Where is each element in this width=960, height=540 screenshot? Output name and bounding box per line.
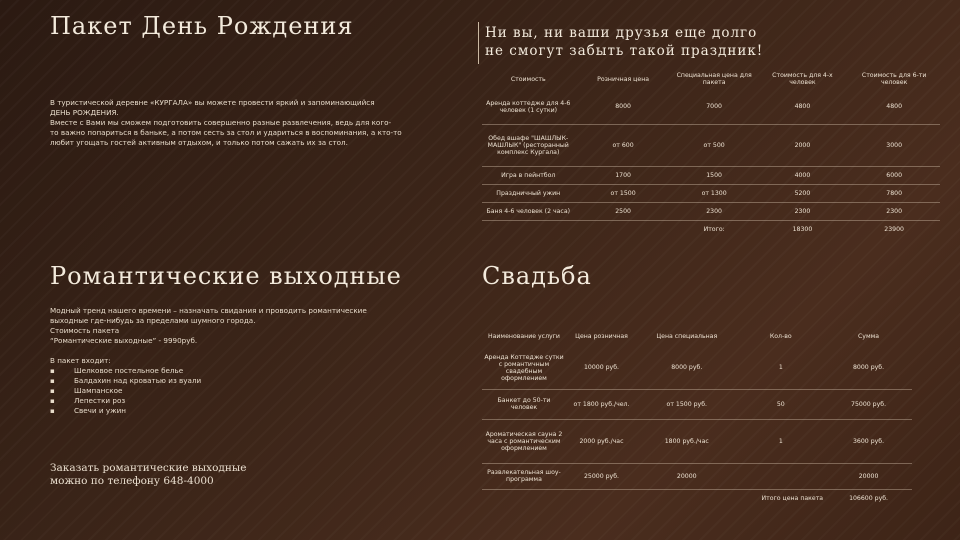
special-price-cell: 1500 [672,166,757,184]
service-cell: Ароматическая сауна 2 часа с романтическим оформлением [482,419,566,463]
included-block [50,356,445,416]
service-cell: Обед вшафе "ШАШЛЫК-МАШЛЫК" (ресторанный комплекс Кургала) [482,124,575,166]
retail-price-cell: 8000 [575,90,672,124]
order-line-1: Заказать романтические выходные [50,462,247,474]
retail-price-cell: 10000 руб. [566,347,637,389]
wedding-title: Свадьба [482,262,592,290]
price-4-cell: 4800 [757,90,849,124]
special-price-cell: 2300 [672,202,757,220]
list-item: ▪ Шампанское [50,386,445,396]
retail-price-cell: от 600 [575,124,672,166]
col-header: Специальная цена для пакета [676,72,752,86]
price-4-cell: 5200 [757,184,849,202]
special-price-cell: от 1500 руб. [637,389,736,419]
retail-price-cell: 1700 [575,166,672,184]
price-6-cell: 6000 [848,166,940,184]
col-header: Наименование услуги [487,332,560,340]
total-label: Итого: [703,225,725,233]
tagline-line-1: Ни вы, ни ваши друзья еще долго [485,25,758,41]
romantic-title: Романтические выходные [50,262,402,290]
total-label: Итого цена пакета [761,494,824,502]
quantity-cell: 50 [736,389,825,419]
romantic-line: “Романтические выходные” - 9990руб. [50,336,198,345]
special-price-cell: от 1300 [672,184,757,202]
service-cell: Праздничный ужин [482,184,575,202]
total-value: 106600 руб. [849,494,889,502]
total-row [482,489,912,507]
col-header: Розничная цена [597,75,650,83]
table-row [482,419,912,463]
price-4-cell: 2000 [757,124,849,166]
total-4: 18300 [792,225,813,233]
sum-cell: 75000 руб. [825,389,912,419]
tagline-divider [478,22,479,64]
romantic-line: Модный тренд нашего времени – назначать свидания и проводить романтические [50,306,367,315]
price-6-cell: 7800 [848,184,940,202]
price-6-cell: 2300 [848,202,940,220]
table-header-row [482,68,940,90]
romantic-line: Стоимость пакета [50,326,120,335]
desc-line: ДЕНЬ РОЖДЕНИЯ. [50,108,119,117]
order-info [50,462,300,488]
desc-line: то важно попариться в баньке, а потом сесть за стол и удариться в воспоминания, а кто-то [50,128,402,137]
service-cell: Игра в пейнтбол [482,166,575,184]
col-header: Сумма [857,332,880,340]
table-row [482,202,940,220]
total-row [482,220,940,238]
table-row [482,389,912,419]
list-item: ▪ Шелковое постельное белье [50,366,445,376]
list-item: ▪ Балдахин над кроватью из вуали [50,376,445,386]
price-4-cell: 4000 [757,166,849,184]
table-row [482,90,940,124]
price-4-cell: 2300 [757,202,849,220]
col-header: Стоимость [510,75,546,83]
retail-price-cell: 2500 [575,202,672,220]
sum-cell: 3600 руб. [825,419,912,463]
special-price-cell: 8000 руб. [637,347,736,389]
list-item: ▪ Лепестки роз [50,396,445,406]
service-cell: Аренда коттедже для 4-6 человек (1 сутки) [482,90,575,124]
sum-cell: 20000 [825,463,912,489]
desc-line: любит угощать гостей активным отдыхом, и только потом сажать их за стол. [50,138,348,147]
total-6: 23900 [884,225,904,233]
special-price-cell: 1800 руб./час [637,419,736,463]
quantity-cell: 1 [736,419,825,463]
service-cell: Аренда Коттедже сутки с романтичным свадебным оформлением [482,347,566,389]
retail-price-cell: 25000 руб. [566,463,637,489]
table-row [482,463,912,489]
birthday-tagline [485,24,785,60]
table-row [482,184,940,202]
quantity-cell: 1 [736,347,825,389]
list-item: ▪ Свечи и ужин [50,406,445,416]
service-cell: Баня 4-6 человек (2 часа) [482,202,575,220]
table-row [482,124,940,166]
service-cell: Развлекательная шоу-программа [482,463,566,489]
included-label: В пакет входит: [50,356,111,365]
desc-line: Вместе с Вами мы сможем подготовить совершенно разные развлечения, ведь для кого- [50,118,392,127]
price-6-cell: 4800 [848,90,940,124]
col-header: Стоимость для 4-х человек [772,72,833,86]
birthday-title: Пакет День Рождения [50,12,354,40]
retail-price-cell: от 1800 руб./чел. [566,389,637,419]
romantic-line: выходные где-нибудь за пределами шумного города. [50,316,256,325]
col-header: Цена специальная [656,332,718,340]
col-header: Стоимость для 6-ти человек [861,72,927,86]
birthday-price-table [482,68,940,238]
tagline-line-2: не смогут забыть такой праздник! [485,43,764,59]
special-price-cell: 20000 [637,463,736,489]
retail-price-cell: 2000 руб./час [566,419,637,463]
table-header-row [482,325,912,347]
special-price-cell: 7000 [672,90,757,124]
romantic-description [50,306,445,416]
sum-cell: 8000 руб. [825,347,912,389]
order-line-2: можно по телефону 648-4000 [50,475,214,487]
retail-price-cell: от 1500 [575,184,672,202]
desc-line: В туристической деревне «КУРГАЛА» вы можете провести яркий и запоминающийся [50,98,375,107]
col-header: Цена розничная [575,332,628,340]
special-price-cell: от 500 [672,124,757,166]
wedding-price-table [482,325,912,507]
service-cell: Банкет до 50-ти человек [482,389,566,419]
included-list [50,366,445,416]
col-header: Кол-во [769,332,792,340]
price-6-cell: 3000 [848,124,940,166]
table-row [482,347,912,389]
quantity-cell [736,463,825,489]
birthday-description [50,98,445,148]
table-row [482,166,940,184]
